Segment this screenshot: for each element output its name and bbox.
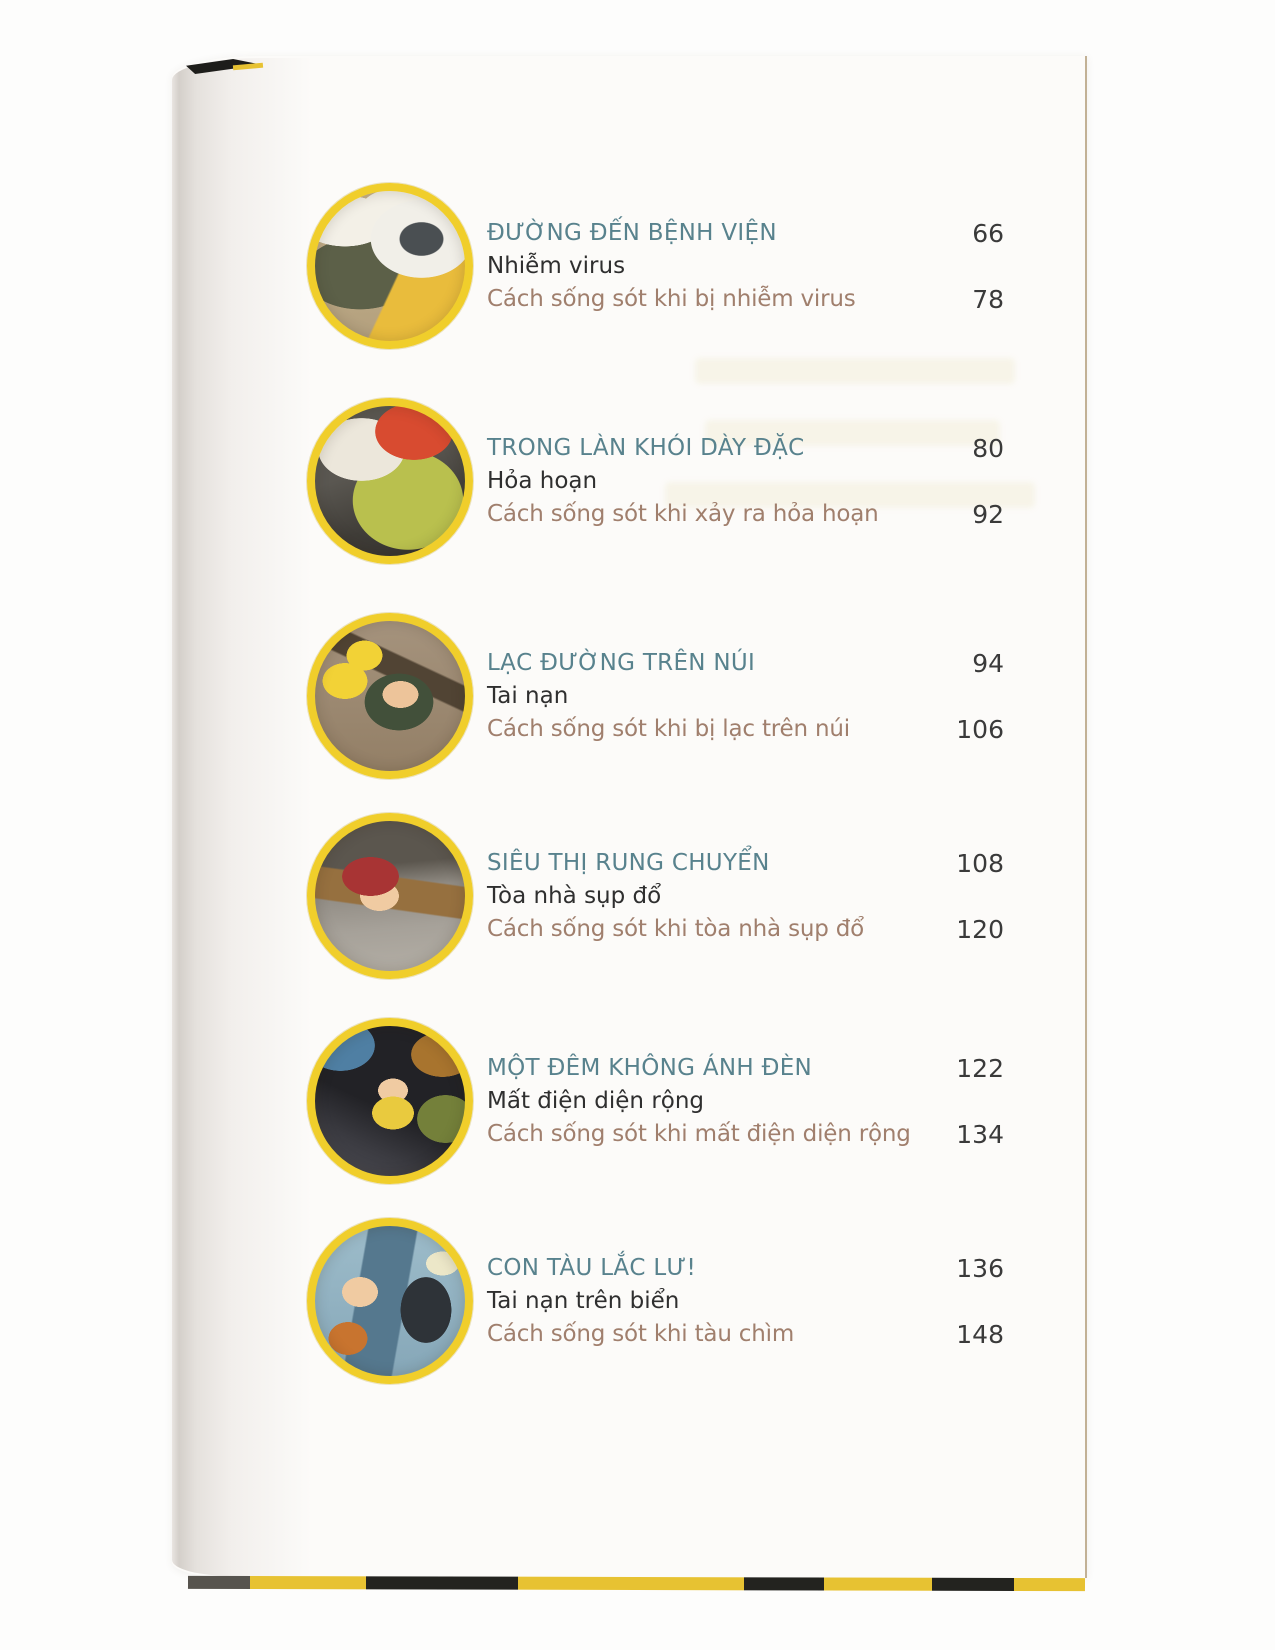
toc-entry (307, 398, 1004, 564)
chapter-subtitle: Tòa nhà sụp đổ (487, 882, 662, 909)
survival-page-number: 78 (972, 284, 1004, 314)
survival-guide-title: Cách sống sót khi bị lạc trên núi (487, 715, 850, 742)
chapter-page-number: 94 (972, 648, 1004, 678)
chapter-page-number: 108 (956, 848, 1004, 878)
survival-page-number: 92 (972, 499, 1004, 529)
chapter-subtitle: Nhiễm virus (487, 252, 626, 279)
toc-entry (307, 813, 1004, 979)
survival-guide-title: Cách sống sót khi xảy ra hỏa hoạn (487, 500, 879, 527)
illustration-house-fire-smoke (307, 398, 473, 564)
toc-entry (307, 613, 1004, 779)
survival-guide-title: Cách sống sót khi tòa nhà sụp đổ (487, 915, 865, 942)
chapter-page-number: 136 (956, 1253, 1004, 1283)
chapter-title: ĐƯỜNG ĐẾN BỆNH VIỆN (487, 219, 777, 246)
illustration-building-collapse (307, 813, 473, 979)
illustration-virus-outbreak (307, 183, 473, 349)
chapter-subtitle: Tai nạn trên biển (487, 1287, 680, 1314)
survival-guide-title: Cách sống sót khi mất điện diện rộng (487, 1120, 911, 1147)
chapter-title: CON TÀU LẮC LƯ! (487, 1254, 697, 1281)
chapter-page-number: 80 (972, 433, 1004, 463)
survival-page-number: 148 (956, 1319, 1004, 1349)
survival-guide-title: Cách sống sót khi bị nhiễm virus (487, 285, 856, 312)
survival-page-number: 106 (956, 714, 1004, 744)
survival-page-number: 134 (956, 1119, 1004, 1149)
chapter-title: MỘT ĐÊM KHÔNG ÁNH ĐÈN (487, 1054, 813, 1081)
toc-entry (307, 183, 1004, 349)
chapter-title: TRONG LÀN KHÓI DÀY ĐẶC (487, 434, 805, 461)
chapter-title: SIÊU THỊ RUNG CHUYỂN (487, 849, 770, 876)
toc-entry (307, 1018, 1004, 1184)
chapter-page-number: 66 (972, 218, 1004, 248)
survival-guide-title: Cách sống sót khi tàu chìm (487, 1320, 795, 1347)
chapter-title: LẠC ĐƯỜNG TRÊN NÚI (487, 649, 756, 676)
chapter-subtitle: Hỏa hoạn (487, 467, 598, 494)
cover-hazard-stripe (188, 1576, 1085, 1591)
illustration-blackout-night (307, 1018, 473, 1184)
chapter-subtitle: Mất điện diện rộng (487, 1087, 705, 1114)
survival-page-number: 120 (956, 914, 1004, 944)
toc-entry (307, 1218, 1004, 1384)
chapter-subtitle: Tai nạn (487, 682, 569, 709)
chapter-page-number: 122 (956, 1053, 1004, 1083)
illustration-sinking-ship-cabin (307, 1218, 473, 1384)
illustration-lost-on-mountain (307, 613, 473, 779)
